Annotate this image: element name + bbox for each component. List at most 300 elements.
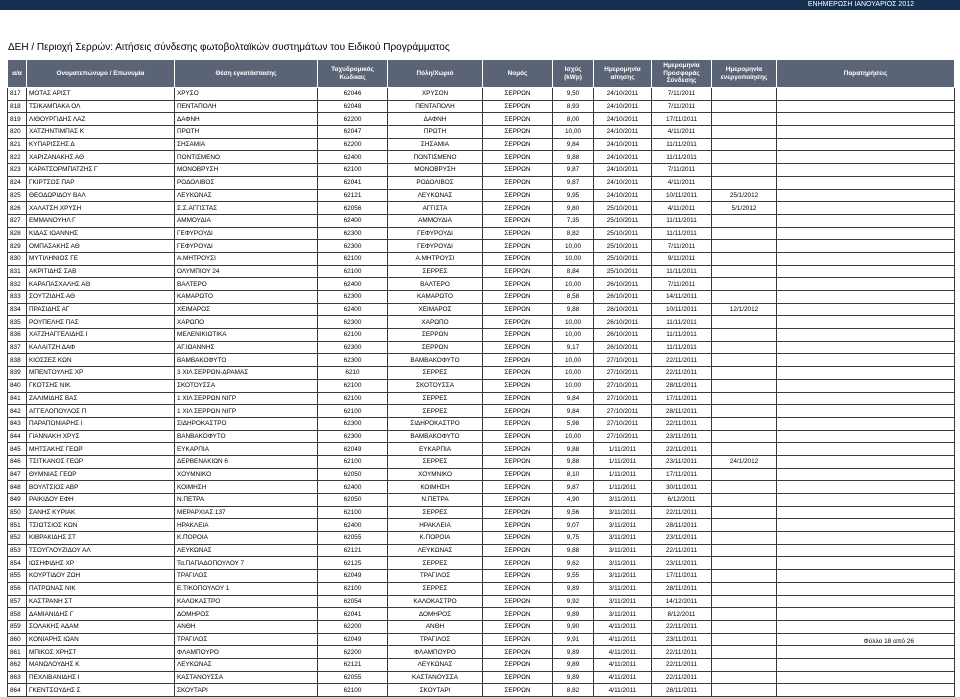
table-row <box>8 494 955 507</box>
cell-col-index: 829 <box>8 240 27 253</box>
cell-col-name: ΡΟΥΠΕΛΗΣ ΠΑΣ <box>27 316 175 329</box>
cell-col-prefecture: ΣΕΡΡΩΝ <box>483 684 553 697</box>
cell-col-index: 817 <box>8 88 27 101</box>
cell-col-offer-date: 11/11/2011 <box>652 214 712 227</box>
cell-col-name: ΘΥΜΝΙΑΣ ΓΕΩΡ <box>27 468 175 481</box>
table-row <box>8 392 955 405</box>
cell-col-power: 10,00 <box>553 252 594 265</box>
cell-col-city: ΠΕΝΤΑΠΟΛΗ <box>388 100 483 113</box>
cell-col-application-date: 27/10/2011 <box>594 379 652 392</box>
cell-col-offer-date: 22/11/2011 <box>652 671 712 684</box>
cell-col-power: 9,88 <box>553 455 594 468</box>
table-row <box>8 126 955 139</box>
cell-col-prefecture: ΣΕΡΡΩΝ <box>483 252 553 265</box>
cell-col-offer-date: 22/11/2011 <box>652 354 712 367</box>
cell-col-prefecture: ΣΕΡΡΩΝ <box>483 646 553 659</box>
cell-col-prefecture: ΣΕΡΡΩΝ <box>483 240 553 253</box>
table-row <box>8 519 955 532</box>
cell-col-activation-date <box>712 354 777 367</box>
cell-col-city: ΠΡΩΤΗ <box>388 126 483 139</box>
cell-col-application-date: 25/10/2011 <box>594 252 652 265</box>
table-row <box>8 164 955 177</box>
cell-col-power: 9,88 <box>553 544 594 557</box>
cell-col-index: 825 <box>8 189 27 202</box>
cell-col-offer-date: 23/11/2011 <box>652 455 712 468</box>
cell-col-location: Ε.ΤΙΚΟΠΟΥΛΟΥ 1 <box>175 582 318 595</box>
cell-col-postal-code: 62100 <box>318 329 388 342</box>
table-row <box>8 443 955 456</box>
table-row <box>8 506 955 519</box>
cell-col-power: 10,00 <box>553 430 594 443</box>
cell-col-offer-date: 17/11/2011 <box>652 113 712 126</box>
cell-col-city: ΚΟΙΜΗΣΗ <box>388 481 483 494</box>
cell-col-index: 859 <box>8 620 27 633</box>
cell-col-name: ΔΑΜΙΑΝΙΔΗΣ Γ <box>27 608 175 621</box>
cell-col-application-date: 26/10/2011 <box>594 341 652 354</box>
cell-col-name: ΚΑΡΑΤΣΟΡΜΠΑΤΖΗΣ Γ <box>27 164 175 177</box>
header-col-location: Θέση εγκατάστασης <box>175 60 318 88</box>
cell-col-offer-date: 11/11/2011 <box>652 138 712 151</box>
cell-col-index: 834 <box>8 303 27 316</box>
cell-col-name: ΣΟΥΤΖΙΔΗΣ ΑΘ <box>27 291 175 304</box>
cell-col-notes <box>777 443 955 456</box>
cell-col-application-date: 25/10/2011 <box>594 240 652 253</box>
cell-col-city: ΣΗΣΑΜΙΑ <box>388 138 483 151</box>
cell-col-location: ΣΚΟΥΤΑΡΙ <box>175 684 318 697</box>
cell-col-location: ΚΑΣΤΑΝΟΥΣΣΑ <box>175 671 318 684</box>
cell-col-index: 863 <box>8 671 27 684</box>
cell-col-location: 3 ΧΙΛ ΣΕΡΡΩΝ-ΔΡΑΜΑΣ <box>175 367 318 380</box>
cell-col-notes <box>777 265 955 278</box>
cell-col-prefecture: ΣΕΡΡΩΝ <box>483 570 553 583</box>
table-row <box>8 405 955 418</box>
cell-col-postal-code: 62100 <box>318 405 388 418</box>
cell-col-application-date: 4/11/2011 <box>594 620 652 633</box>
cell-col-offer-date: 11/11/2011 <box>652 341 712 354</box>
applications-table <box>7 59 955 697</box>
cell-col-power: 9,87 <box>553 164 594 177</box>
cell-col-postal-code: 62400 <box>318 519 388 532</box>
cell-col-power: 10,00 <box>553 379 594 392</box>
cell-col-postal-code: 62050 <box>318 468 388 481</box>
cell-col-index: 861 <box>8 646 27 659</box>
cell-col-name: ΠΕΧΛΙΒΑΝΙΔΗΣ Ι <box>27 671 175 684</box>
cell-col-postal-code: 62049 <box>318 570 388 583</box>
cell-col-postal-code: 62055 <box>318 671 388 684</box>
cell-col-notes <box>777 430 955 443</box>
cell-col-power: 8,00 <box>553 113 594 126</box>
cell-col-postal-code: 62041 <box>318 176 388 189</box>
cell-col-offer-date: 17/11/2011 <box>652 468 712 481</box>
cell-col-power: 9,90 <box>553 620 594 633</box>
header-col-city: Πόλη/Χωριό <box>388 60 483 88</box>
cell-col-location: ΗΡΑΚΛΕΙΑ <box>175 519 318 532</box>
table-row <box>8 430 955 443</box>
table-row <box>8 341 955 354</box>
cell-col-index: 856 <box>8 582 27 595</box>
cell-col-postal-code: 62300 <box>318 354 388 367</box>
cell-col-offer-date: 4/11/2011 <box>652 126 712 139</box>
cell-col-location: ΜΕΛΕΝΙΚΙΩΤΙΚΑ <box>175 329 318 342</box>
cell-col-city: ΒΑΜΒΑΚΟΦΥΤΟ <box>388 354 483 367</box>
cell-col-activation-date <box>712 646 777 659</box>
cell-col-city: ΣΕΡΡΕΣ <box>388 367 483 380</box>
cell-col-postal-code: 62300 <box>318 227 388 240</box>
cell-col-prefecture: ΣΕΡΡΩΝ <box>483 113 553 126</box>
cell-col-index: 837 <box>8 341 27 354</box>
table-row <box>8 417 955 430</box>
cell-col-power: 9,88 <box>553 151 594 164</box>
cell-col-city: ΚΑΣΤΑΝΟΥΣΣΑ <box>388 671 483 684</box>
cell-col-postal-code: 62121 <box>318 544 388 557</box>
cell-col-power: 9,55 <box>553 570 594 583</box>
cell-col-offer-date: 7/11/2011 <box>652 278 712 291</box>
cell-col-name: ΟΜΠΑΣΑΚΗΣ ΑΘ <box>27 240 175 253</box>
cell-col-name: ΠΑΡΑΠΟΝΙΑΡΗΣ Ι <box>27 417 175 430</box>
cell-col-name: ΛΙΘΟΥΡΓΙΔΗΣ ΛΑΖ <box>27 113 175 126</box>
cell-col-notes <box>777 671 955 684</box>
cell-col-location: Τα.ΠΑΠΑΔΟΠΟΥΛΟΥ 7 <box>175 557 318 570</box>
cell-col-power: 9,84 <box>553 405 594 418</box>
cell-col-notes <box>777 582 955 595</box>
cell-col-name: ΚΟΥΡΤΙΔΟΥ ΖΩΗ <box>27 570 175 583</box>
cell-col-location: ΧΑΡΩΠΟ <box>175 316 318 329</box>
cell-col-offer-date: 6/12/2011 <box>652 494 712 507</box>
cell-col-prefecture: ΣΕΡΡΩΝ <box>483 481 553 494</box>
cell-col-city: ΣΕΡΡΕΣ <box>388 392 483 405</box>
cell-col-name: ΧΑΤΖΗΝΤΙΜΠΑΣ Κ <box>27 126 175 139</box>
cell-col-city: ΛΕΥΚΩΝΑΣ <box>388 658 483 671</box>
cell-col-application-date: 25/10/2011 <box>594 202 652 215</box>
cell-col-application-date: 27/10/2011 <box>594 392 652 405</box>
cell-col-application-date: 4/11/2011 <box>594 646 652 659</box>
cell-col-power: 9,89 <box>553 671 594 684</box>
cell-col-prefecture: ΣΕΡΡΩΝ <box>483 557 553 570</box>
cell-col-power: 7,35 <box>553 214 594 227</box>
cell-col-prefecture: ΣΕΡΡΩΝ <box>483 455 553 468</box>
cell-col-prefecture: ΣΕΡΡΩΝ <box>483 658 553 671</box>
cell-col-application-date: 27/10/2011 <box>594 354 652 367</box>
cell-col-city: ΑΜΜΟΥΔΙΑ <box>388 214 483 227</box>
cell-col-activation-date <box>712 278 777 291</box>
cell-col-index: 824 <box>8 176 27 189</box>
cell-col-city: ΣΕΡΡΩΝ <box>388 329 483 342</box>
cell-col-offer-date: 22/11/2011 <box>652 620 712 633</box>
cell-col-name: ΑΓΓΕΛΟΠΟΥΛΟΣ Π <box>27 405 175 418</box>
cell-col-application-date: 3/11/2011 <box>594 557 652 570</box>
cell-col-name: ΣΟΛΑΚΗΣ ΑΔΑΜ <box>27 620 175 633</box>
cell-col-postal-code: 62055 <box>318 532 388 545</box>
cell-col-offer-date: 23/11/2011 <box>652 633 712 646</box>
header-col-prefecture: Νομός <box>483 60 553 88</box>
cell-col-notes <box>777 532 955 545</box>
cell-col-activation-date <box>712 570 777 583</box>
cell-col-index: 838 <box>8 354 27 367</box>
cell-col-offer-date: 10/11/2011 <box>652 303 712 316</box>
cell-col-location: ΑΓ.ΙΩΑΝΝΗΣ <box>175 341 318 354</box>
cell-col-notes <box>777 417 955 430</box>
cell-col-offer-date: 23/11/2011 <box>652 430 712 443</box>
table-row <box>8 176 955 189</box>
cell-col-activation-date <box>712 240 777 253</box>
cell-col-activation-date: 25/1/2012 <box>712 189 777 202</box>
cell-col-power: 9,50 <box>553 88 594 101</box>
cell-col-prefecture: ΣΕΡΡΩΝ <box>483 633 553 646</box>
cell-col-name: ΧΑΤΖΗΑΓΓΕΛΙΔΗΣ Ι <box>27 329 175 342</box>
header-col-postal-code: Ταχυδρομικός Κώδικας <box>318 60 388 88</box>
cell-col-application-date: 1/11/2011 <box>594 468 652 481</box>
cell-col-postal-code: 62200 <box>318 113 388 126</box>
cell-col-activation-date <box>712 684 777 697</box>
cell-col-location: ΑΝΘΗ <box>175 620 318 633</box>
cell-col-activation-date <box>712 443 777 456</box>
cell-col-postal-code: 62121 <box>318 189 388 202</box>
cell-col-prefecture: ΣΕΡΡΩΝ <box>483 151 553 164</box>
cell-col-application-date: 24/10/2011 <box>594 126 652 139</box>
cell-col-location: ΚΑΛΟΚΑΣΤΡΟ <box>175 595 318 608</box>
cell-col-index: 855 <box>8 570 27 583</box>
cell-col-power: 8,84 <box>553 265 594 278</box>
table-row <box>8 303 955 316</box>
cell-col-prefecture: ΣΕΡΡΩΝ <box>483 519 553 532</box>
cell-col-city: ΕΥΚΑΡΠΙΑ <box>388 443 483 456</box>
cell-col-application-date: 24/10/2011 <box>594 151 652 164</box>
table-row <box>8 595 955 608</box>
cell-col-notes <box>777 88 955 101</box>
cell-col-postal-code: 62300 <box>318 240 388 253</box>
cell-col-application-date: 25/10/2011 <box>594 227 652 240</box>
table-row <box>8 570 955 583</box>
cell-col-offer-date: 23/11/2011 <box>652 532 712 545</box>
table-row <box>8 202 955 215</box>
cell-col-name: ΡΑΙΚΙΔΟΥ ΕΦΗ <box>27 494 175 507</box>
cell-col-notes <box>777 151 955 164</box>
cell-col-index: 845 <box>8 443 27 456</box>
cell-col-postal-code: 62046 <box>318 88 388 101</box>
cell-col-index: 826 <box>8 202 27 215</box>
cell-col-index: 827 <box>8 214 27 227</box>
cell-col-city: ΠΟΝΤΙΣΜΕΝΟ <box>388 151 483 164</box>
cell-col-application-date: 26/10/2011 <box>594 278 652 291</box>
cell-col-city: Α.ΜΗΤΡΟΥΣΙ <box>388 252 483 265</box>
cell-col-application-date: 27/10/2011 <box>594 430 652 443</box>
cell-col-postal-code: 62100 <box>318 252 388 265</box>
cell-col-power: 8,93 <box>553 100 594 113</box>
cell-col-application-date: 3/11/2011 <box>594 595 652 608</box>
cell-col-power: 9,89 <box>553 658 594 671</box>
cell-col-postal-code: 62400 <box>318 303 388 316</box>
cell-col-name: ΚΙΟΣΣΕΣ ΚΩΝ <box>27 354 175 367</box>
cell-col-notes <box>777 316 955 329</box>
cell-col-location: ΣΙΔΗΡΟΚΑΣΤΡΟ <box>175 417 318 430</box>
cell-col-postal-code: 62100 <box>318 684 388 697</box>
cell-col-postal-code: 62300 <box>318 291 388 304</box>
cell-col-city: ΤΡΑΓΙΛΟΣ <box>388 633 483 646</box>
cell-col-location: Σ.Σ.ΑΓΓΙΣΤΑΣ <box>175 202 318 215</box>
cell-col-location: ΔΑΦΝΗ <box>175 113 318 126</box>
cell-col-index: 844 <box>8 430 27 443</box>
cell-col-city: ΣΕΡΡΕΣ <box>388 506 483 519</box>
cell-col-power: 9,95 <box>553 189 594 202</box>
cell-col-offer-date: 7/11/2011 <box>652 240 712 253</box>
cell-col-index: 821 <box>8 138 27 151</box>
cell-col-notes <box>777 405 955 418</box>
cell-col-notes <box>777 214 955 227</box>
cell-col-application-date: 3/11/2011 <box>594 544 652 557</box>
table-body <box>8 88 955 697</box>
cell-col-application-date: 4/11/2011 <box>594 658 652 671</box>
cell-col-location: Α.ΜΗΤΡΟΥΣΙ <box>175 252 318 265</box>
table-row <box>8 646 955 659</box>
cell-col-name: ΠΡΑΣΙΔΗΣ ΑΓ <box>27 303 175 316</box>
cell-col-name: ΜΥΤΙΛΗΝΙΟΣ ΓΕ <box>27 252 175 265</box>
cell-col-notes <box>777 658 955 671</box>
cell-col-index: 853 <box>8 544 27 557</box>
table-row <box>8 455 955 468</box>
cell-col-activation-date <box>712 252 777 265</box>
cell-col-power: 8,58 <box>553 291 594 304</box>
cell-col-notes <box>777 354 955 367</box>
cell-col-city: ΔΑΦΝΗ <box>388 113 483 126</box>
cell-col-offer-date: 22/11/2011 <box>652 367 712 380</box>
cell-col-activation-date <box>712 633 777 646</box>
cell-col-prefecture: ΣΕΡΡΩΝ <box>483 316 553 329</box>
cell-col-notes <box>777 303 955 316</box>
cell-col-index: 823 <box>8 164 27 177</box>
cell-col-prefecture: ΣΕΡΡΩΝ <box>483 417 553 430</box>
cell-col-notes <box>777 113 955 126</box>
cell-col-activation-date <box>712 405 777 418</box>
cell-col-application-date: 3/11/2011 <box>594 519 652 532</box>
cell-col-postal-code: 62041 <box>318 608 388 621</box>
cell-col-prefecture: ΣΕΡΡΩΝ <box>483 608 553 621</box>
cell-col-location: ΧΡΥΣΟ <box>175 88 318 101</box>
cell-col-city: ΣΕΡΡΕΣ <box>388 557 483 570</box>
cell-col-index: 849 <box>8 494 27 507</box>
cell-col-prefecture: ΣΕΡΡΩΝ <box>483 582 553 595</box>
cell-col-location: ΦΛΑΜΠΟΥΡΟ <box>175 646 318 659</box>
cell-col-power: 9,89 <box>553 646 594 659</box>
cell-col-name: ΚΑΛΑΙΤΖΗ ΔΑΦ <box>27 341 175 354</box>
cell-col-prefecture: ΣΕΡΡΩΝ <box>483 138 553 151</box>
cell-col-index: 835 <box>8 316 27 329</box>
cell-col-application-date: 24/10/2011 <box>594 176 652 189</box>
cell-col-city: ΓΕΦΥΡΟΥΔΙ <box>388 227 483 240</box>
cell-col-name: ΜΗΤΣΑΚΗΣ ΓΕΩΡ <box>27 443 175 456</box>
cell-col-activation-date <box>712 430 777 443</box>
cell-col-application-date: 25/10/2011 <box>594 214 652 227</box>
cell-col-application-date: 4/11/2011 <box>594 684 652 697</box>
cell-col-name: ΖΑΛΙΜΙΔΗΣ ΒΑΣ <box>27 392 175 405</box>
cell-col-postal-code: 62121 <box>318 658 388 671</box>
cell-col-location: ΒΑΛΤΕΡΟ <box>175 278 318 291</box>
cell-col-application-date: 27/10/2011 <box>594 367 652 380</box>
cell-col-offer-date: 14/12/2011 <box>652 595 712 608</box>
cell-col-power: 9,87 <box>553 481 594 494</box>
cell-col-offer-date: 11/11/2011 <box>652 316 712 329</box>
cell-col-application-date: 4/11/2011 <box>594 671 652 684</box>
cell-col-activation-date <box>712 519 777 532</box>
cell-col-offer-date: 14/11/2011 <box>652 291 712 304</box>
cell-col-location: ΛΕΥΚΩΝΑΣ <box>175 544 318 557</box>
cell-col-city: ΣΚΟΥΤΑΡΙ <box>388 684 483 697</box>
table-row <box>8 265 955 278</box>
cell-col-application-date: 24/10/2011 <box>594 164 652 177</box>
cell-col-postal-code: 62200 <box>318 138 388 151</box>
table-row <box>8 278 955 291</box>
cell-col-application-date: 24/10/2011 <box>594 100 652 113</box>
top-bar <box>0 0 960 10</box>
cell-col-location: ΧΕΙΜΑΡΟΣ <box>175 303 318 316</box>
cell-col-activation-date <box>712 544 777 557</box>
cell-col-prefecture: ΣΕΡΡΩΝ <box>483 620 553 633</box>
cell-col-index: 854 <box>8 557 27 570</box>
cell-col-prefecture: ΣΕΡΡΩΝ <box>483 227 553 240</box>
cell-col-index: 820 <box>8 126 27 139</box>
cell-col-notes <box>777 252 955 265</box>
cell-col-city: ΧΕΙΜΑΡΟΣ <box>388 303 483 316</box>
cell-col-activation-date <box>712 658 777 671</box>
cell-col-application-date: 3/11/2011 <box>594 582 652 595</box>
cell-col-location: ΠΡΩΤΗ <box>175 126 318 139</box>
cell-col-index: 864 <box>8 684 27 697</box>
cell-col-notes <box>777 595 955 608</box>
cell-col-postal-code: 62049 <box>318 633 388 646</box>
cell-col-name: ΚΑΣΤΡΑΝΗ ΣΤ <box>27 595 175 608</box>
cell-col-offer-date: 22/11/2011 <box>652 658 712 671</box>
cell-col-prefecture: ΣΕΡΡΩΝ <box>483 354 553 367</box>
cell-col-activation-date <box>712 494 777 507</box>
cell-col-activation-date <box>712 392 777 405</box>
cell-col-offer-date: 11/11/2011 <box>652 151 712 164</box>
cell-col-location: ΠΟΝΤΙΣΜΕΝΟ <box>175 151 318 164</box>
cell-col-activation-date <box>712 291 777 304</box>
cell-col-notes <box>777 379 955 392</box>
cell-col-postal-code: 62400 <box>318 481 388 494</box>
cell-col-postal-code: 62300 <box>318 316 388 329</box>
cell-col-location: ΤΡΑΓΙΛΟΣ <box>175 570 318 583</box>
cell-col-prefecture: ΣΕΡΡΩΝ <box>483 291 553 304</box>
cell-col-index: 842 <box>8 405 27 418</box>
cell-col-offer-date: 11/11/2011 <box>652 227 712 240</box>
cell-col-prefecture: ΣΕΡΡΩΝ <box>483 379 553 392</box>
cell-col-city: ΜΟΝΟΒΡΥΣΗ <box>388 164 483 177</box>
cell-col-notes <box>777 557 955 570</box>
cell-col-location: 1 ΧΙΛ ΣΕΡΡΩΝ ΝΙΓΡ <box>175 405 318 418</box>
cell-col-name: ΘΕΟΔΩΡΙΔΟΥ ΒΑΛ <box>27 189 175 202</box>
cell-col-name: ΓΚΕΝΤΣΟΥΔΗΣ Σ <box>27 684 175 697</box>
cell-col-application-date: 3/11/2011 <box>594 570 652 583</box>
cell-col-activation-date: 24/1/2012 <box>712 455 777 468</box>
cell-col-offer-date: 7/11/2011 <box>652 100 712 113</box>
cell-col-offer-date: 17/11/2011 <box>652 570 712 583</box>
cell-col-postal-code: 62300 <box>318 430 388 443</box>
cell-col-power: 8,82 <box>553 227 594 240</box>
table-row <box>8 227 955 240</box>
cell-col-name: ΜΟΤΑΣ ΑΡΙΣΤ <box>27 88 175 101</box>
cell-col-activation-date <box>712 176 777 189</box>
cell-col-city: ΧΑΡΩΠΟ <box>388 316 483 329</box>
cell-col-name: ΚΥΠΑΡΙΣΣΗΣ Δ <box>27 138 175 151</box>
cell-col-offer-date: 28/11/2011 <box>652 405 712 418</box>
cell-col-prefecture: ΣΕΡΡΩΝ <box>483 506 553 519</box>
cell-col-application-date: 3/11/2011 <box>594 608 652 621</box>
cell-col-location: ΚΟΙΜΗΣΗ <box>175 481 318 494</box>
cell-col-offer-date: 28/11/2011 <box>652 519 712 532</box>
cell-col-postal-code: 62054 <box>318 595 388 608</box>
cell-col-name: ΜΑΝΩΛΟΥΔΗΣ Κ <box>27 658 175 671</box>
cell-col-power: 8,82 <box>553 684 594 697</box>
